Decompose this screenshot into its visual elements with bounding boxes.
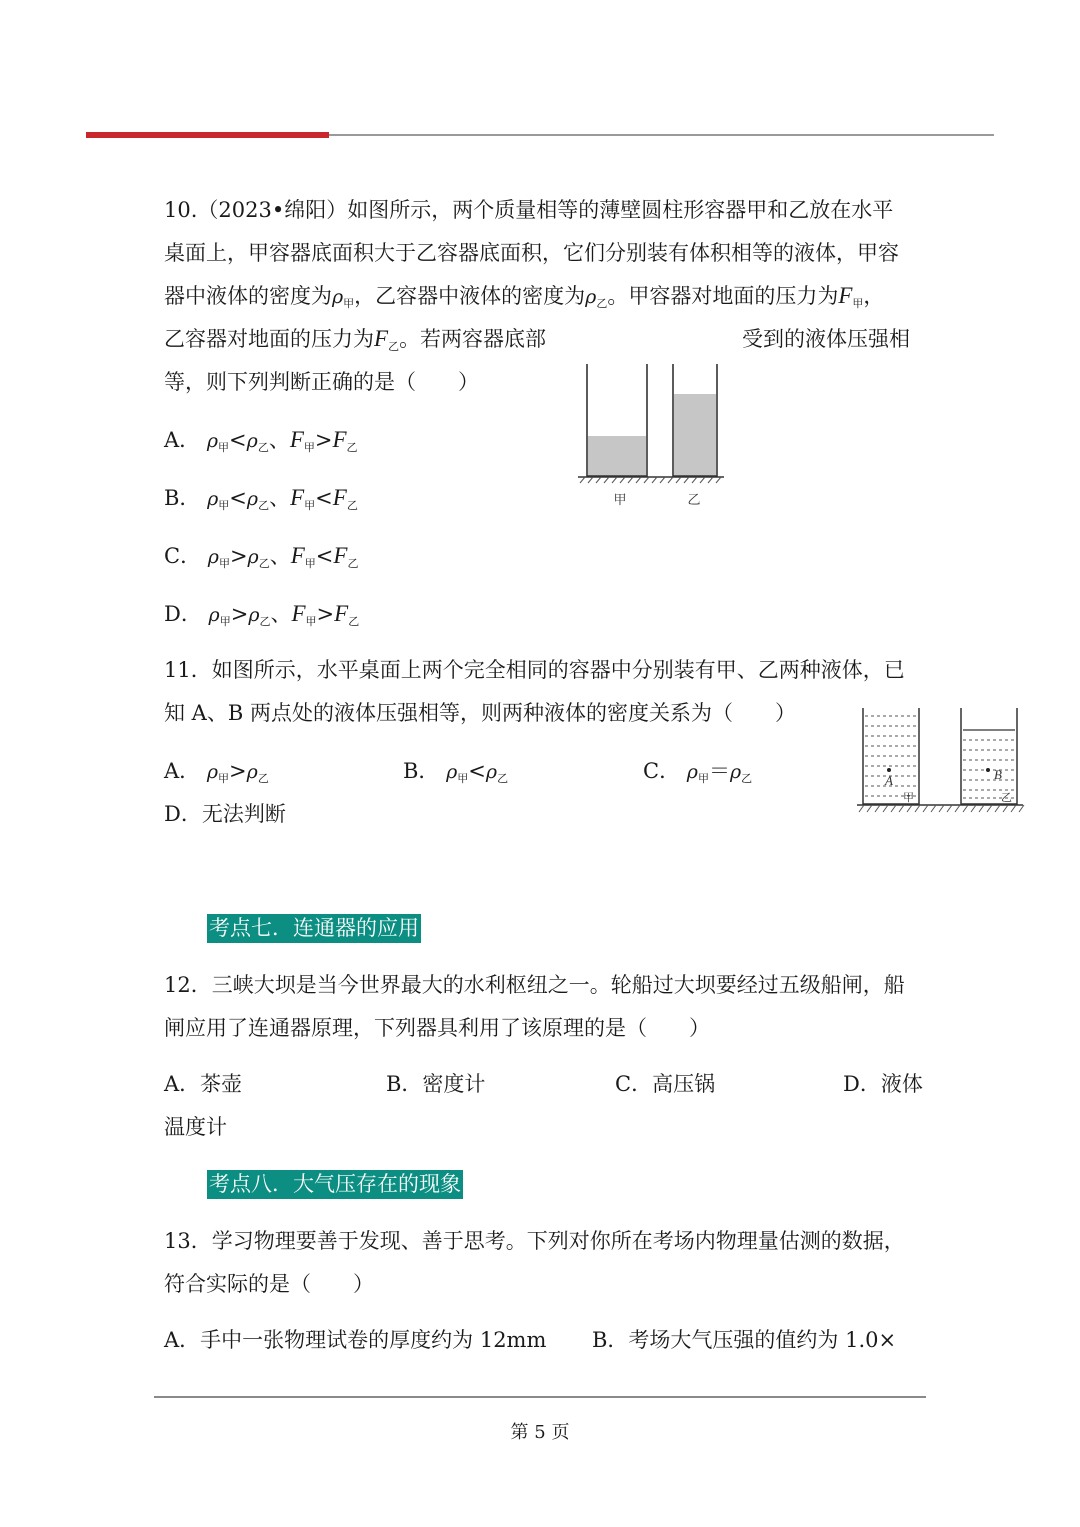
q13-option-b[interactable]: B．考场大气压强的值约为 1.0×	[592, 1328, 897, 1352]
q11-option-a[interactable]: A． $\rho_甲>\rho_乙$	[164, 759, 269, 785]
label-yi: 乙	[687, 493, 701, 508]
q12-option-a[interactable]: A．茶壶	[164, 1072, 243, 1096]
label-yi: 乙	[1001, 791, 1012, 804]
q13-option-a[interactable]: A．手中一张物理试卷的厚度约为 12mm	[164, 1328, 547, 1352]
q12-option-c[interactable]: C．高压锅	[615, 1072, 716, 1096]
label-jia: 甲	[903, 791, 914, 804]
q11-option-d[interactable]: D．无法判断	[164, 802, 286, 826]
q10-option-b[interactable]: B． $\rho_甲<\rho_乙$、$F_甲<F_乙$	[164, 485, 358, 512]
q11-containers-figure	[855, 704, 1027, 818]
q11-line-1: 11．如图所示，水平桌面上两个完全相同的容器中分别装有甲、乙两种液体，已	[164, 658, 905, 682]
q10-line-4-tail: 受到的液体压强相	[742, 327, 910, 351]
section-heading-7: 考点七．连通器的应用	[207, 914, 421, 943]
q12-line-1: 12．三峡大坝是当今世界最大的水利枢纽之一。轮船过大坝要经过五级船闸，船	[164, 973, 905, 997]
container-yi-liquid	[674, 394, 716, 476]
label-point-b: B	[994, 767, 1002, 782]
container-jia-liquid	[588, 436, 646, 476]
point-b-dot	[986, 768, 990, 772]
q10-line-2: 桌面上，甲容器底面积大于乙容器底面积，它们分别装有体积相等的液体，甲容	[164, 241, 899, 265]
section-heading-8: 考点八．大气压存在的现象	[207, 1170, 463, 1199]
header-gray-rule	[329, 134, 994, 136]
q10-option-c[interactable]: C． $\rho_甲>\rho_乙$、$F_甲<F_乙$	[164, 543, 359, 570]
q11-line-2: 知 A、B 两点处的液体压强相等，则两种液体的密度关系为（ ）	[164, 701, 796, 725]
q10-line-3: 器中液体的密度为$\rho_甲$，乙容器中液体的密度为$\rho_乙$。甲容器对地面的压力为$F_甲$，	[164, 283, 885, 310]
q10-option-a[interactable]: A． $\rho_甲<\rho_乙$、$F_甲>F_乙$	[164, 427, 358, 454]
q11-option-c[interactable]: C． $\rho_甲=\rho_乙$	[643, 759, 753, 785]
header-red-bar	[86, 132, 329, 138]
q10-option-d[interactable]: D． $\rho_甲>\rho_乙$、$F_甲>F_乙$	[164, 601, 360, 628]
q10-line-5: 等，则下列判断正确的是（ ）	[164, 370, 479, 394]
table-hatching	[859, 805, 1024, 812]
footer-rule	[154, 1396, 926, 1398]
q12-option-d[interactable]: D．液体	[843, 1072, 923, 1096]
table-hatching	[580, 477, 721, 483]
q12-line-2: 闸应用了连通器原理，下列器具利用了该原理的是（ ）	[164, 1016, 710, 1040]
point-a-dot	[887, 768, 891, 772]
q11-option-b[interactable]: B． $\rho_甲<\rho_乙$	[403, 759, 509, 785]
q10-containers-figure	[574, 356, 730, 516]
q10-line-4: 乙容器对地面的压力为$F_乙$。若两容器底部	[164, 326, 547, 353]
q13-line-1: 13．学习物理要善于发现、善于思考。下列对你所在考场内物理量估测的数据，	[164, 1229, 905, 1253]
label-point-a: A	[885, 773, 893, 788]
q13-line-2: 符合实际的是（ ）	[164, 1272, 374, 1296]
q10-line-1: 10.（2023•绵阳）如图所示，两个质量相等的薄壁圆柱形容器甲和乙放在水平	[164, 198, 894, 222]
q12-option-d-continued: 温度计	[164, 1115, 227, 1139]
q12-option-b[interactable]: B．密度计	[386, 1072, 486, 1096]
label-jia: 甲	[613, 493, 627, 508]
page-number: 第 5 页	[510, 1422, 570, 1443]
